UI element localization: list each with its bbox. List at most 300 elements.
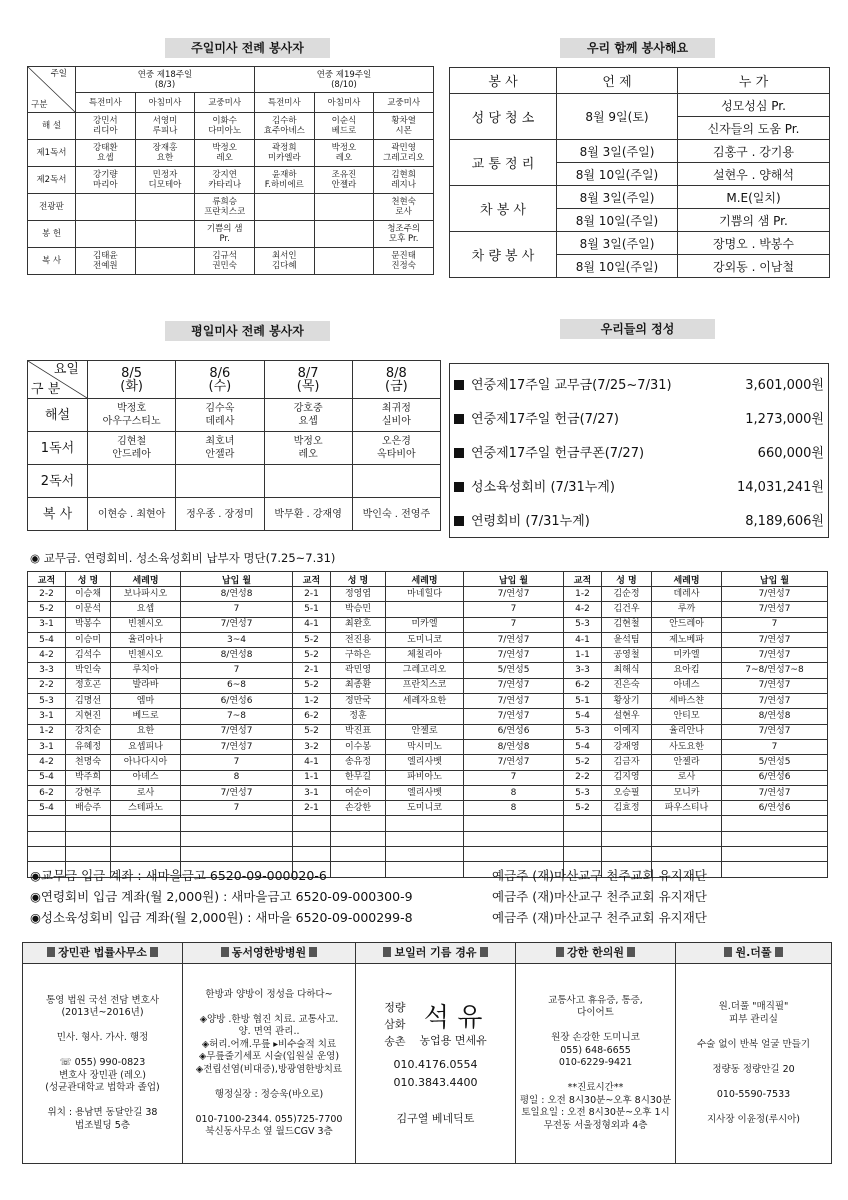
square-icon	[47, 947, 55, 957]
payers-cell: 로사	[652, 770, 722, 785]
offering-amount: 660,000원	[757, 445, 824, 461]
payers-cell: 2-2	[564, 770, 602, 785]
payers-cell: 김건우	[602, 602, 652, 617]
payers-cell: 루치아	[111, 663, 181, 678]
payers-cell: 7/연성7	[722, 648, 828, 663]
mass-header: 교중미사	[195, 93, 255, 113]
payers-cell	[722, 862, 828, 877]
payers-cell: 8	[181, 770, 293, 785]
payers-cell	[66, 816, 111, 831]
payers-cell: 5-2	[293, 648, 331, 663]
payers-header: 세례명	[652, 572, 722, 587]
together-when: 8월 3일(주일)	[557, 186, 678, 209]
weekday-row	[28, 399, 441, 432]
together-when: 8월 9일(토)	[557, 94, 678, 140]
square-icon	[309, 947, 317, 957]
payers-cell: 4-1	[564, 632, 602, 647]
weekday-cell	[352, 465, 440, 498]
offering-box	[449, 363, 829, 538]
payers-cell	[28, 816, 66, 831]
payers-cell	[386, 862, 464, 877]
payers-cell: 엘리사벳	[386, 755, 464, 770]
payers-cell: 강현주	[66, 785, 111, 800]
weekday-cell: 최호녀 안젤라	[176, 432, 264, 465]
ad-text: 통영 법원 국선 전담 변호사 (2013년~2016년) 민사. 형사. 가사. 행정 ☏ 055) 990-0823 변호사 장민관 (레오) (성균관대학교 법학과 졸업) 위치 : 용남면 동달안길 38 법조빌딩 5층	[45, 994, 160, 1131]
together-group: 성 당 청 소	[450, 94, 557, 140]
payers-cell: 7/연성7	[722, 632, 828, 647]
ad-text: 010.4176.0554 010.3843.4400 김구열 베네딕토	[393, 1058, 478, 1125]
together-who: 장명오 . 박봉수	[678, 232, 830, 255]
mass-header: 아침미사	[135, 93, 195, 113]
payers-cell: 김현철	[602, 617, 652, 632]
payers-cell: 빈첸시오	[111, 617, 181, 632]
offering-label: 연중제17주일 헌금(7/27)	[471, 411, 619, 427]
ads-table	[22, 942, 832, 1164]
day-header: 8/8 (금)	[352, 361, 440, 399]
payers-cell: 5-3	[564, 724, 602, 739]
together-who: 성모성심 Pr.	[678, 94, 830, 117]
payers-cell: 6/연성6	[722, 801, 828, 816]
table-row	[28, 831, 828, 846]
payers-header: 교적	[293, 572, 331, 587]
payers-cell: 이수봉	[331, 739, 386, 754]
payers-cell: 6-2	[564, 678, 602, 693]
payers-cell: 모니카	[652, 785, 722, 800]
payers-cell: 이승미	[66, 632, 111, 647]
together-when: 8월 3일(주일)	[557, 232, 678, 255]
sunday-row-label: 제1독서	[28, 140, 76, 167]
bullet-square-icon	[454, 414, 464, 424]
payers-cell	[331, 862, 386, 877]
sunday-cell	[314, 248, 374, 275]
together-who: 김홍구 . 강기용	[678, 140, 830, 163]
payers-cell	[602, 831, 652, 846]
payers-cell: 박봉수	[66, 617, 111, 632]
payers-cell: 1-2	[28, 724, 66, 739]
payers-cell: 마네힐다	[386, 587, 464, 602]
payers-cell	[464, 816, 564, 831]
payers-cell: 요셉	[111, 602, 181, 617]
sunday-cell: 곽민영 그레고리오	[374, 140, 434, 167]
payers-cell: 7/연성7	[722, 785, 828, 800]
together-who: 기쁨의 샘 Pr.	[678, 209, 830, 232]
sunday-cell: 김현희 레지나	[374, 167, 434, 194]
payers-cell: 1-1	[564, 648, 602, 663]
sunday-cell	[135, 221, 195, 248]
payers-cell	[722, 816, 828, 831]
account-holder: 예금주 (재)마산교구 천주교회 유지재단	[492, 910, 707, 925]
bullet-square-icon	[454, 482, 464, 492]
sunday-row	[28, 221, 434, 248]
payers-cell: 박주희	[66, 770, 111, 785]
ad-body	[183, 964, 356, 1164]
together-when: 8월 10일(주일)	[557, 255, 678, 278]
payers-cell: 8	[464, 785, 564, 800]
week1-header: 연중 제18주일 (8/3)	[76, 67, 255, 93]
payers-cell: 7/연성7	[464, 709, 564, 724]
payers-cell: 5-4	[564, 739, 602, 754]
payers-cell	[722, 847, 828, 862]
payers-cell: 8	[464, 801, 564, 816]
square-icon	[480, 947, 488, 957]
payers-cell: 로사	[111, 785, 181, 800]
sunday-row-label: 복 사	[28, 248, 76, 275]
sunday-cell: 문진태 진정숙	[374, 248, 434, 275]
ad-right-block	[420, 1001, 487, 1048]
payers-cell: 윤석팀	[602, 632, 652, 647]
payers-cell: 5-4	[28, 801, 66, 816]
ad-title-text: 동서영한방병원	[231, 945, 307, 959]
weekday-title: 평일미사 전례 봉사자	[165, 321, 330, 341]
payers-cell: 아녜스	[111, 770, 181, 785]
payers-cell: 5-4	[28, 632, 66, 647]
payers-cell: 이승채	[66, 587, 111, 602]
payers-cell: 7/연성7	[464, 587, 564, 602]
payers-cell	[28, 847, 66, 862]
ad-title-text: 보일러 기름 경유	[394, 945, 477, 959]
weekday-corner-cell	[28, 361, 88, 399]
payers-cell: 5-2	[293, 678, 331, 693]
payers-cell: 정호곤	[66, 678, 111, 693]
account-line: ◉연령회비 입금 계좌(월 2,000원) : 새마을금고 6520-09-000300-9	[30, 889, 413, 904]
weekday-cell	[264, 465, 352, 498]
square-icon	[627, 947, 635, 957]
payers-cell	[464, 831, 564, 846]
table-row	[28, 602, 828, 617]
payers-cell	[602, 847, 652, 862]
sunday-cell: 장재홍 요한	[135, 140, 195, 167]
ad-body	[676, 964, 832, 1164]
mass-header: 아침미사	[314, 93, 374, 113]
corner-top-label: 주일	[50, 69, 67, 79]
payers-cell: 7	[722, 617, 828, 632]
table-row	[28, 694, 828, 709]
sunday-cell	[76, 194, 136, 221]
offering-amount: 1,273,000원	[745, 411, 824, 427]
table-row	[28, 755, 828, 770]
ad-body	[23, 964, 183, 1164]
sunday-cell	[135, 248, 195, 275]
payers-cell: 5-1	[293, 602, 331, 617]
payers-cell: 엠마	[111, 694, 181, 709]
together-who: 강외동 . 이남철	[678, 255, 830, 278]
payers-cell: 배승주	[66, 801, 111, 816]
offering-label: 연령회비 (7/31누계)	[471, 513, 590, 529]
payers-cell	[111, 847, 181, 862]
square-icon	[724, 947, 732, 957]
payers-cell: 도미니코	[386, 632, 464, 647]
ad-title-text: 강한 한의원	[567, 945, 624, 959]
sunday-cell	[314, 194, 374, 221]
payers-cell: 김순정	[602, 587, 652, 602]
table-row	[28, 801, 828, 816]
payers-cell: 3-3	[28, 663, 66, 678]
payers-cell: 7~8/연성7~8	[722, 663, 828, 678]
payers-cell: 4-2	[28, 648, 66, 663]
sunday-cell	[254, 194, 314, 221]
together-group: 교 통 정 리	[450, 140, 557, 186]
ad-title	[23, 943, 183, 964]
payers-cell: 베드로	[111, 709, 181, 724]
payers-cell: 3-2	[293, 739, 331, 754]
together-title: 우리 함께 봉사해요	[560, 38, 715, 58]
payers-cell: 4-1	[293, 755, 331, 770]
payers-cell: 7	[181, 755, 293, 770]
together-table	[449, 67, 830, 278]
weekday-cell: 강호중 요셉	[264, 399, 352, 432]
payers-cell: 7	[464, 617, 564, 632]
offering-label-wrap	[454, 374, 745, 393]
sunday-cell: 김수하 효주아녜스	[254, 113, 314, 140]
weekday-cell: 김수옥 데레사	[176, 399, 264, 432]
payers-cell: 막시미노	[386, 739, 464, 754]
account-holder: 예금주 (재)마산교구 천주교회 유지재단	[492, 868, 707, 883]
payers-cell: 천명숙	[66, 755, 111, 770]
payers-cell: 루까	[652, 602, 722, 617]
bullet-square-icon	[454, 448, 464, 458]
weekday-row-label: 2독서	[28, 465, 88, 498]
sunday-mass-table	[27, 66, 434, 275]
payers-cell: 5-2	[564, 755, 602, 770]
offering-label-wrap	[454, 442, 758, 461]
payers-cell: 미카엘	[386, 617, 464, 632]
offering-item	[450, 366, 828, 400]
payers-cell: 6/연성6	[464, 724, 564, 739]
payers-header: 성 명	[331, 572, 386, 587]
payers-cell: 안드레아	[652, 617, 722, 632]
payers-header: 납입 월	[181, 572, 293, 587]
weekday-cell: 정우종 . 장정미	[176, 498, 264, 531]
table-row	[28, 785, 828, 800]
payers-cell: 6-2	[293, 709, 331, 724]
table-row	[28, 770, 828, 785]
table-row	[28, 632, 828, 647]
sunday-cell: 김규석 권민숙	[195, 248, 255, 275]
sunday-row-label: 해 설	[28, 113, 76, 140]
together-when: 8월 10일(주일)	[557, 163, 678, 186]
payers-cell: 강치순	[66, 724, 111, 739]
offering-label-wrap	[454, 476, 737, 495]
payers-cell: 사도요한	[652, 739, 722, 754]
sunday-row-label: 전광판	[28, 194, 76, 221]
payers-cell	[181, 847, 293, 862]
ad-text: 원.더풀 "매직필" 피부 관리실 수술 없이 반복 얼굴 만들기 정량동 정량안길 20 010-5590-7533 지사장 이윤정(루시아)	[696, 1001, 811, 1125]
payers-cell: 송유정	[331, 755, 386, 770]
payers-cell: 스테파노	[111, 801, 181, 816]
payers-cell: 프란치스코	[386, 678, 464, 693]
payers-cell: 세례자요한	[386, 694, 464, 709]
payers-header: 납입 월	[464, 572, 564, 587]
payers-cell: 도미니코	[386, 801, 464, 816]
day-header: 8/5 (화)	[88, 361, 176, 399]
corner-top-label: 요일	[53, 362, 79, 377]
week2-header: 연중 제19주일 (8/10)	[254, 67, 433, 93]
payers-cell: 아나다시아	[111, 755, 181, 770]
ad-title	[356, 943, 516, 964]
payers-cell: 5-2	[28, 602, 66, 617]
payers-cell: 5-1	[564, 694, 602, 709]
payers-cell: 황상기	[602, 694, 652, 709]
payers-cell	[111, 816, 181, 831]
payers-cell: 안티모	[652, 709, 722, 724]
payers-cell: 7	[464, 602, 564, 617]
mass-header: 교중미사	[374, 93, 434, 113]
payers-cell: 정영엽	[331, 587, 386, 602]
sunday-cell: 곽정희 미카엘라	[254, 140, 314, 167]
offering-amount: 14,031,241원	[737, 479, 824, 495]
offering-label-wrap	[454, 510, 745, 529]
payers-cell	[564, 847, 602, 862]
payers-cell: 2-1	[293, 801, 331, 816]
ad-header-block	[356, 999, 515, 1050]
weekday-cell: 김현철 안드레아	[88, 432, 176, 465]
payers-cell	[28, 831, 66, 846]
offering-item	[450, 434, 828, 468]
table-row	[28, 663, 828, 678]
ad-text: 한방과 양방이 정성을 다하다~ ◈양방 .한방 협진 치료. 교통사고. 양. 면역 관리.. ◈허리.어깨.무릎 ▸비수술적 치료 ◈무릎줄기세포 시술(입원실 운영) ◈전립선염(비대증),방광염한방치료 행정실장 : 정승욱(바오로) 010-7100-2344. 055)725-7700 북신동사무소 옆 월드CGV 3층	[195, 988, 343, 1137]
weekday-cell: 최귀정 실비아	[352, 399, 440, 432]
payers-cell: 김석수	[66, 648, 111, 663]
payers-cell	[66, 831, 111, 846]
sunday-cell: 서영미 루피나	[135, 113, 195, 140]
payers-cell: 정만국	[331, 694, 386, 709]
payers-cell: 공영철	[602, 648, 652, 663]
sunday-cell: 강지연 카타리나	[195, 167, 255, 194]
weekday-cell: 박정호 아우구스티노	[88, 399, 176, 432]
weekday-cell: 박무환 . 강재영	[264, 498, 352, 531]
payers-cell: 6/연성6	[181, 694, 293, 709]
account-line: ◉교무금 입금 계좌 : 새마을금고 6520-09-000020-6	[30, 868, 327, 883]
payers-cell: 아녜스	[652, 678, 722, 693]
payers-cell	[66, 847, 111, 862]
payers-cell: 8/연성8	[181, 648, 293, 663]
payers-cell: 율리안나	[652, 724, 722, 739]
payers-cell: 안젤로	[386, 724, 464, 739]
payers-cell: 7	[181, 801, 293, 816]
table-row	[28, 739, 828, 754]
payers-cell: 8/연성8	[181, 587, 293, 602]
table-row	[28, 678, 828, 693]
offering-item	[450, 502, 828, 536]
table-row	[28, 724, 828, 739]
table-row	[28, 847, 828, 862]
payers-title: ◉ 교무금. 연령회비. 성소육성회비 납부자 명단(7.25~7.31)	[30, 551, 336, 565]
day-header: 8/7 (목)	[264, 361, 352, 399]
payers-cell: 4-1	[293, 617, 331, 632]
together-header: 언 제	[557, 68, 678, 94]
payers-cell: 유혜정	[66, 739, 111, 754]
mass-header: 특전미사	[76, 93, 136, 113]
payers-cell: 5-2	[564, 801, 602, 816]
weekday-cell: 박정오 레오	[264, 432, 352, 465]
payers-cell: 3~4	[181, 632, 293, 647]
payers-cell	[722, 831, 828, 846]
payers-cell: 3-1	[293, 785, 331, 800]
payers-cell: 김금자	[602, 755, 652, 770]
payers-cell: 7/연성7	[464, 648, 564, 663]
payers-cell: 7/연성7	[722, 724, 828, 739]
ad-left-text: 정량 삼화 송촌	[384, 1001, 406, 1048]
payers-header: 세례명	[386, 572, 464, 587]
payers-header: 성 명	[602, 572, 652, 587]
payers-cell	[602, 816, 652, 831]
ad-body	[356, 964, 516, 1164]
payers-cell: 7	[181, 663, 293, 678]
payers-cell	[293, 831, 331, 846]
weekday-row-label: 복 사	[28, 498, 88, 531]
payers-cell: 7/연성7	[722, 678, 828, 693]
payers-cell: 7/연성7	[181, 739, 293, 754]
payers-cell: 7/연성7	[181, 724, 293, 739]
ad-big-text: 석 유	[423, 1003, 483, 1034]
weekday-cell	[88, 465, 176, 498]
weekday-row	[28, 465, 441, 498]
payers-cell: 빈첸시오	[111, 648, 181, 663]
payers-cell: 8/연성8	[722, 709, 828, 724]
sunday-cell: 박정오 레오	[195, 140, 255, 167]
table-row	[28, 587, 828, 602]
ad-title	[183, 943, 356, 964]
payers-cell: 7/연성7	[722, 694, 828, 709]
square-icon	[383, 947, 391, 957]
payers-cell: 3-1	[28, 617, 66, 632]
payers-cell: 박진표	[331, 724, 386, 739]
offering-title: 우리들의 정성	[560, 319, 715, 339]
payers-cell: 7/연성7	[181, 785, 293, 800]
mass-header: 특전미사	[254, 93, 314, 113]
payers-header: 납입 월	[722, 572, 828, 587]
square-icon	[775, 947, 783, 957]
payers-cell: 최해식	[602, 663, 652, 678]
payers-cell	[386, 847, 464, 862]
weekday-cell: 이현승 . 최현아	[88, 498, 176, 531]
square-icon	[150, 947, 158, 957]
table-row	[28, 709, 828, 724]
payers-cell: 오승필	[602, 785, 652, 800]
sunday-cell: 천현숙 로사	[374, 194, 434, 221]
payers-cell	[386, 816, 464, 831]
ad-title-text: 장민관 법률사무소	[58, 945, 147, 959]
payers-table	[27, 571, 828, 878]
payers-cell: 2-2	[28, 587, 66, 602]
payers-cell	[564, 831, 602, 846]
sunday-cell: 강민서 리디아	[76, 113, 136, 140]
offering-label-wrap	[454, 408, 745, 427]
payers-cell: 8/연성8	[464, 739, 564, 754]
sunday-cell: 청조주의 모후 Pr.	[374, 221, 434, 248]
payers-cell	[293, 816, 331, 831]
payers-cell: 파우스티나	[652, 801, 722, 816]
payers-cell	[331, 831, 386, 846]
payers-cell: 5-2	[293, 724, 331, 739]
payers-cell: 6/연성6	[722, 770, 828, 785]
payers-header: 성 명	[66, 572, 111, 587]
payers-cell: 7/연성7	[464, 694, 564, 709]
sunday-row	[28, 194, 434, 221]
payers-cell: 7/연성7	[722, 587, 828, 602]
payers-cell: 안젤라	[652, 755, 722, 770]
weekday-cell	[176, 465, 264, 498]
payers-cell: 파비아노	[386, 770, 464, 785]
payers-cell: 5-4	[564, 709, 602, 724]
sunday-cell: 박정오 레오	[314, 140, 374, 167]
together-who: 신자들의 도움 Pr.	[678, 117, 830, 140]
payers-cell: 김효정	[602, 801, 652, 816]
together-who: 설현우 . 양해석	[678, 163, 830, 186]
payers-cell: 7/연성7	[181, 617, 293, 632]
sunday-cell: 황차열 시몬	[374, 113, 434, 140]
payers-cell: 1-2	[564, 587, 602, 602]
